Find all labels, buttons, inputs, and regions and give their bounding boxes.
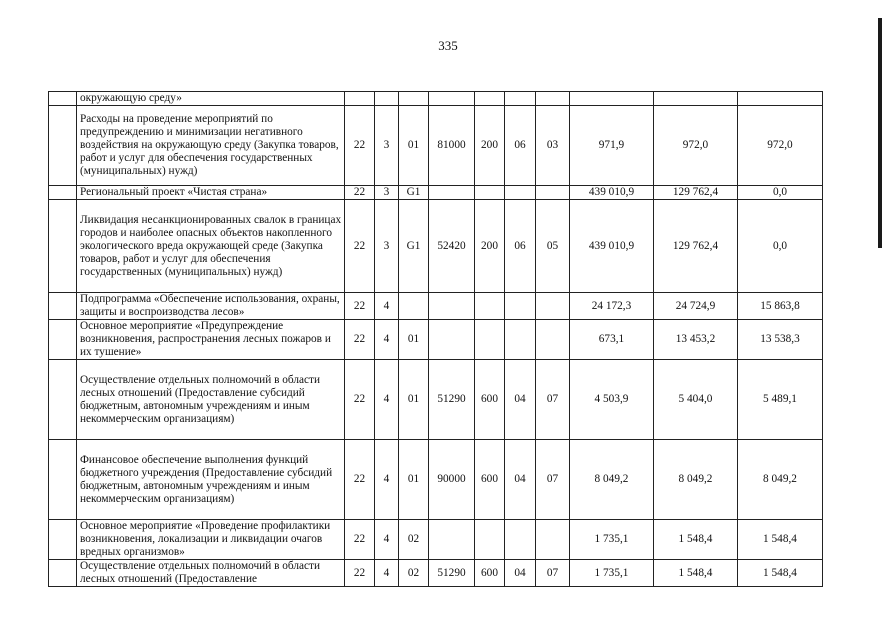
sum-year-1: 673,1 [570, 320, 654, 360]
table-row [49, 186, 823, 200]
code-expense-type: 200 [475, 200, 505, 293]
code-section [505, 293, 536, 320]
table-row [49, 360, 823, 440]
code-event: 02 [399, 520, 429, 560]
row-marker-cell [49, 560, 77, 587]
table-row [49, 320, 823, 360]
code-event: 02 [399, 560, 429, 587]
code-direction: 51290 [429, 360, 475, 440]
sum-year-3: 0,0 [738, 200, 823, 293]
code-section [505, 520, 536, 560]
sum-year-2: 129 762,4 [654, 186, 738, 200]
table-row [49, 200, 823, 293]
row-name: Основное мероприятие «Предупреждение возникновения, распространения лесных пожаров и их тушение» [77, 320, 345, 360]
row-name: Расходы на проведение мероприятий по предупреждению и минимизации негативного воздействия на окружающую среду (Закупка товаров, работ и услуг для обеспечения государственных (муниципальных) нужд) [77, 106, 345, 186]
sum-year-3: 0,0 [738, 186, 823, 200]
code-expense-type: 600 [475, 560, 505, 587]
code-subsection: 03 [536, 106, 570, 186]
table-row [49, 520, 823, 560]
code-direction [429, 92, 475, 106]
table-row [49, 106, 823, 186]
sum-year-3: 1 548,4 [738, 560, 823, 587]
row-name: Подпрограмма «Обеспечение использования, охраны, защиты и воспроизводства лесов» [77, 293, 345, 320]
code-subsection [536, 186, 570, 200]
code-program: 22 [345, 320, 375, 360]
row-marker-cell [49, 106, 77, 186]
sum-year-2: 24 724,9 [654, 293, 738, 320]
sum-year-1 [570, 92, 654, 106]
code-subsection: 07 [536, 440, 570, 520]
row-name: Основное мероприятие «Проведение профилактики возникновения, локализации и ликвидации очагов вредных организмов» [77, 520, 345, 560]
row-marker-cell [49, 520, 77, 560]
code-expense-type: 600 [475, 360, 505, 440]
row-name: Ликвидация несанкционированных свалок в границах городов и наиболее опасных объектов накопленного экологического вреда окружающей среде (Закупка товаров, работ и услуг для обеспечения государственных (муниципальных) нужд) [77, 200, 345, 293]
code-program: 22 [345, 106, 375, 186]
sum-year-3: 13 538,3 [738, 320, 823, 360]
code-program: 22 [345, 200, 375, 293]
code-subsection [536, 520, 570, 560]
sum-year-2: 13 453,2 [654, 320, 738, 360]
sum-year-1: 1 735,1 [570, 560, 654, 587]
code-direction: 90000 [429, 440, 475, 520]
code-direction [429, 293, 475, 320]
code-subsection [536, 92, 570, 106]
row-name: Региональный проект «Чистая страна» [77, 186, 345, 200]
page-edge-shadow [878, 18, 882, 248]
row-marker-cell [49, 92, 77, 106]
code-expense-type [475, 293, 505, 320]
code-expense-type [475, 320, 505, 360]
code-section: 04 [505, 360, 536, 440]
code-event [399, 92, 429, 106]
code-subsection [536, 320, 570, 360]
code-subsection: 07 [536, 560, 570, 587]
sum-year-1: 24 172,3 [570, 293, 654, 320]
code-direction: 81000 [429, 106, 475, 186]
sum-year-2 [654, 92, 738, 106]
budget-table [48, 91, 823, 587]
row-name: Осуществление отдельных полномочий в области лесных отношений (Предоставление субсидий бюджетным, автономным учреждениям и иным некоммерческим организациям) [77, 360, 345, 440]
code-expense-type [475, 186, 505, 200]
code-expense-type [475, 520, 505, 560]
code-event: 01 [399, 320, 429, 360]
code-direction: 52420 [429, 200, 475, 293]
code-direction: 51290 [429, 560, 475, 587]
code-subprogram: 4 [375, 520, 399, 560]
sum-year-1: 8 049,2 [570, 440, 654, 520]
code-subprogram: 4 [375, 320, 399, 360]
code-section: 04 [505, 440, 536, 520]
code-direction [429, 320, 475, 360]
code-section [505, 320, 536, 360]
code-subprogram: 4 [375, 293, 399, 320]
row-marker-cell [49, 186, 77, 200]
sum-year-2: 5 404,0 [654, 360, 738, 440]
code-event: 01 [399, 360, 429, 440]
code-subprogram: 3 [375, 106, 399, 186]
row-marker-cell [49, 320, 77, 360]
row-name: Финансовое обеспечение выполнения функций бюджетного учреждения (Предоставление субсидий бюджетным, автономным учреждениям и иным некоммерческим организациям) [77, 440, 345, 520]
code-subsection: 05 [536, 200, 570, 293]
code-expense-type: 600 [475, 440, 505, 520]
code-section: 06 [505, 106, 536, 186]
code-event: 01 [399, 440, 429, 520]
code-direction [429, 186, 475, 200]
code-direction [429, 520, 475, 560]
sum-year-2: 1 548,4 [654, 560, 738, 587]
code-section: 04 [505, 560, 536, 587]
code-event: 01 [399, 106, 429, 186]
code-program: 22 [345, 186, 375, 200]
code-section [505, 186, 536, 200]
sum-year-1: 439 010,9 [570, 186, 654, 200]
code-section [505, 92, 536, 106]
sum-year-3: 8 049,2 [738, 440, 823, 520]
code-subprogram: 4 [375, 360, 399, 440]
code-program [345, 92, 375, 106]
sum-year-1: 439 010,9 [570, 200, 654, 293]
sum-year-3 [738, 92, 823, 106]
code-program: 22 [345, 360, 375, 440]
code-subprogram: 3 [375, 200, 399, 293]
sum-year-2: 972,0 [654, 106, 738, 186]
table-row [49, 440, 823, 520]
sum-year-3: 15 863,8 [738, 293, 823, 320]
table-row [49, 560, 823, 587]
sum-year-1: 971,9 [570, 106, 654, 186]
code-event: G1 [399, 186, 429, 200]
code-program: 22 [345, 293, 375, 320]
row-marker-cell [49, 200, 77, 293]
page-number: 335 [438, 38, 458, 53]
code-program: 22 [345, 520, 375, 560]
row-name: окружающую среду» [77, 92, 345, 106]
table-row [49, 92, 823, 106]
sum-year-3: 5 489,1 [738, 360, 823, 440]
code-subsection: 07 [536, 360, 570, 440]
code-subprogram: 4 [375, 560, 399, 587]
code-program: 22 [345, 560, 375, 587]
code-section: 06 [505, 200, 536, 293]
sum-year-1: 1 735,1 [570, 520, 654, 560]
sum-year-3: 1 548,4 [738, 520, 823, 560]
code-expense-type [475, 92, 505, 106]
row-marker-cell [49, 360, 77, 440]
code-event [399, 293, 429, 320]
code-subprogram [375, 92, 399, 106]
table-row [49, 293, 823, 320]
sum-year-2: 129 762,4 [654, 200, 738, 293]
sum-year-2: 8 049,2 [654, 440, 738, 520]
sum-year-2: 1 548,4 [654, 520, 738, 560]
sum-year-1: 4 503,9 [570, 360, 654, 440]
row-marker-cell [49, 440, 77, 520]
row-marker-cell [49, 293, 77, 320]
code-subprogram: 3 [375, 186, 399, 200]
code-subsection [536, 293, 570, 320]
code-program: 22 [345, 440, 375, 520]
code-event: G1 [399, 200, 429, 293]
sum-year-3: 972,0 [738, 106, 823, 186]
code-subprogram: 4 [375, 440, 399, 520]
code-expense-type: 200 [475, 106, 505, 186]
row-name: Осуществление отдельных полномочий в области лесных отношений (Предоставление [77, 560, 345, 587]
